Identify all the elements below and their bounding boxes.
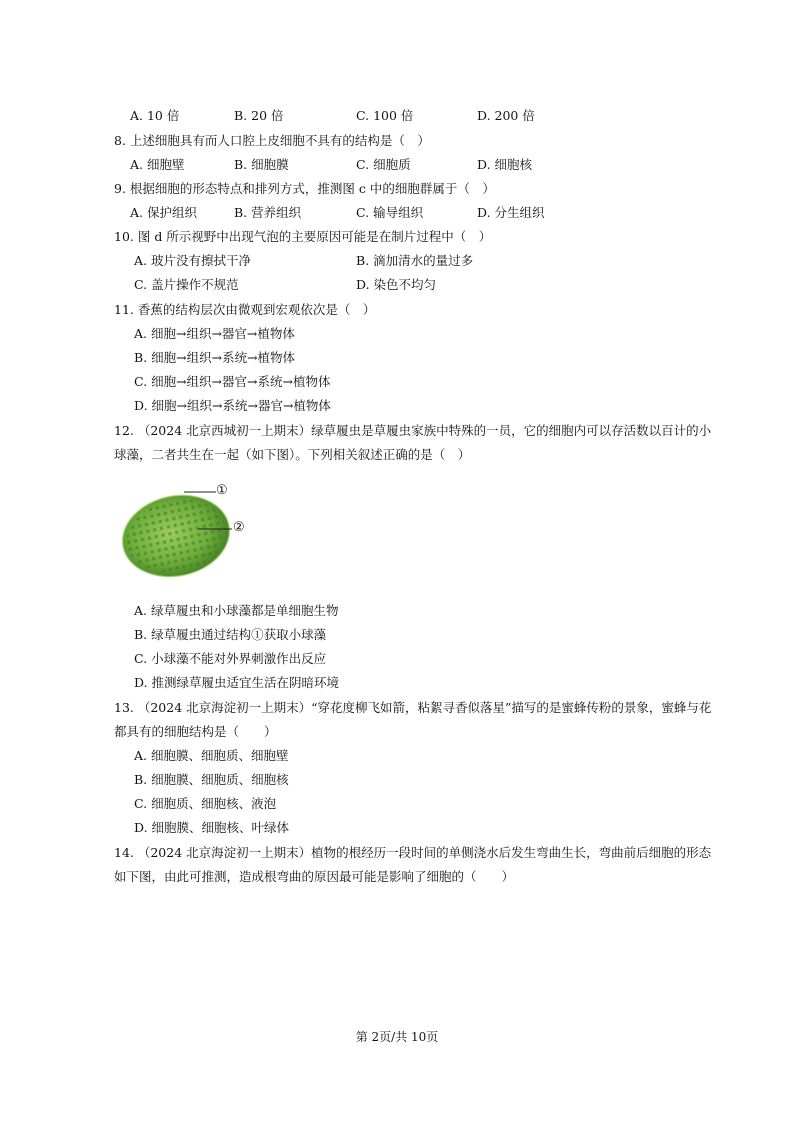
q9-option-d[interactable]: D. 分生组织 — [477, 205, 545, 220]
q10-option-b[interactable]: B. 滴加清水的量过多 — [356, 253, 474, 268]
q12-option-b[interactable]: B. 绿草履虫通过结构①获取小球藻 — [134, 627, 327, 642]
q11-stem: 11. 香蕉的结构层次由微观到宏观依次是（ ） — [114, 302, 376, 317]
label-1: ① — [216, 483, 228, 498]
q14-stem-line2: 如下图，由此可推测，造成根弯曲的原因最可能是影响了细胞的（ ） — [114, 869, 515, 884]
q9-option-b[interactable]: B. 营养组织 — [234, 205, 302, 220]
cell-body — [118, 486, 237, 587]
q6-option-b[interactable]: B. 20 倍 — [234, 108, 284, 123]
q9-options — [0, 203, 794, 221]
q13-stem-line1: 13. （2024 北京海淀初一上期末）“穿花度柳飞如箭，粘絮寻香似落星”描写的是蜜蜂传粉的景象，蜜蜂与花 — [114, 700, 712, 715]
q8-option-a[interactable]: A. 细胞壁 — [130, 157, 185, 172]
q10-option-c[interactable]: C. 盖片操作不规范 — [134, 277, 239, 292]
q11-option-b[interactable]: B. 细胞→组织→系统→植物体 — [134, 350, 296, 365]
q12-option-c[interactable]: C. 小球藻不能对外界刺激作出反应 — [134, 651, 327, 666]
page-footer: 第 2页/共 10页 — [355, 1030, 439, 1044]
q9-stem: 9. 根据细胞的形态特点和排列方式，推测图 c 中的细胞群属于（ ） — [114, 181, 495, 196]
q8-option-c[interactable]: C. 细胞质 — [356, 157, 411, 172]
q10-option-d[interactable]: D. 染色不均匀 — [356, 277, 437, 292]
q13-option-a[interactable]: A. 细胞膜、细胞质、细胞壁 — [134, 748, 289, 763]
q6-option-a[interactable]: A. 10 倍 — [130, 108, 180, 123]
q6-options — [0, 106, 794, 124]
q8-option-d[interactable]: D. 细胞核 — [477, 157, 533, 172]
q13-option-b[interactable]: B. 细胞膜、细胞质、细胞核 — [134, 772, 289, 787]
q10-option-a[interactable]: A. 玻片没有擦拭干净 — [134, 253, 251, 268]
q9-option-a[interactable]: A. 保护组织 — [130, 205, 197, 220]
q11-option-c[interactable]: C. 细胞→组织→器官→系统→植物体 — [134, 374, 331, 389]
q6-option-c[interactable]: C. 100 倍 — [356, 108, 414, 123]
paramecium-illustration — [118, 480, 258, 590]
q12-stem-line1: 12. （2024 北京西城初一上期末）绿草履虫是草履虫家族中特殊的一员，它的细胞内可以存活数以百计的小 — [114, 423, 712, 438]
q13-option-d[interactable]: D. 细胞膜、细胞核、叶绿体 — [134, 820, 290, 835]
q12-option-a[interactable]: A. 绿草履虫和小球藻都是单细胞生物 — [134, 603, 339, 618]
q8-option-b[interactable]: B. 细胞膜 — [234, 157, 289, 172]
q11-option-a[interactable]: A. 细胞→组织→器官→植物体 — [134, 326, 295, 341]
q6-option-d[interactable]: D. 200 倍 — [477, 108, 535, 123]
q11-option-d[interactable]: D. 细胞→组织→系统→器官→植物体 — [134, 398, 331, 413]
q13-option-c[interactable]: C. 细胞质、细胞核、液泡 — [134, 796, 277, 811]
q8-options — [0, 155, 794, 173]
q8-stem: 8. 上述细胞具有而人口腔上皮细胞不具有的结构是（ ） — [114, 133, 430, 148]
q12-stem-line2: 球藻，二者共生在一起（如下图）。下列相关叙述正确的是（ ） — [114, 447, 471, 462]
q13-stem-line2: 都具有的细胞结构是（ ） — [114, 724, 277, 739]
green-paramecium-figure — [118, 480, 258, 590]
q9-option-c[interactable]: C. 输导组织 — [356, 205, 424, 220]
q12-option-d[interactable]: D. 推测绿草履虫适宜生活在阴暗环境 — [134, 675, 340, 690]
q14-stem-line1: 14. （2024 北京海淀初一上期末）植物的根经历一段时间的单侧浇水后发生弯曲生长，弯曲前后细胞的形态 — [114, 845, 712, 860]
q10-stem: 10. 图 d 所示视野中出现气泡的主要原因可能是在制片过程中（ ） — [114, 229, 492, 244]
label-2: ② — [233, 520, 245, 535]
